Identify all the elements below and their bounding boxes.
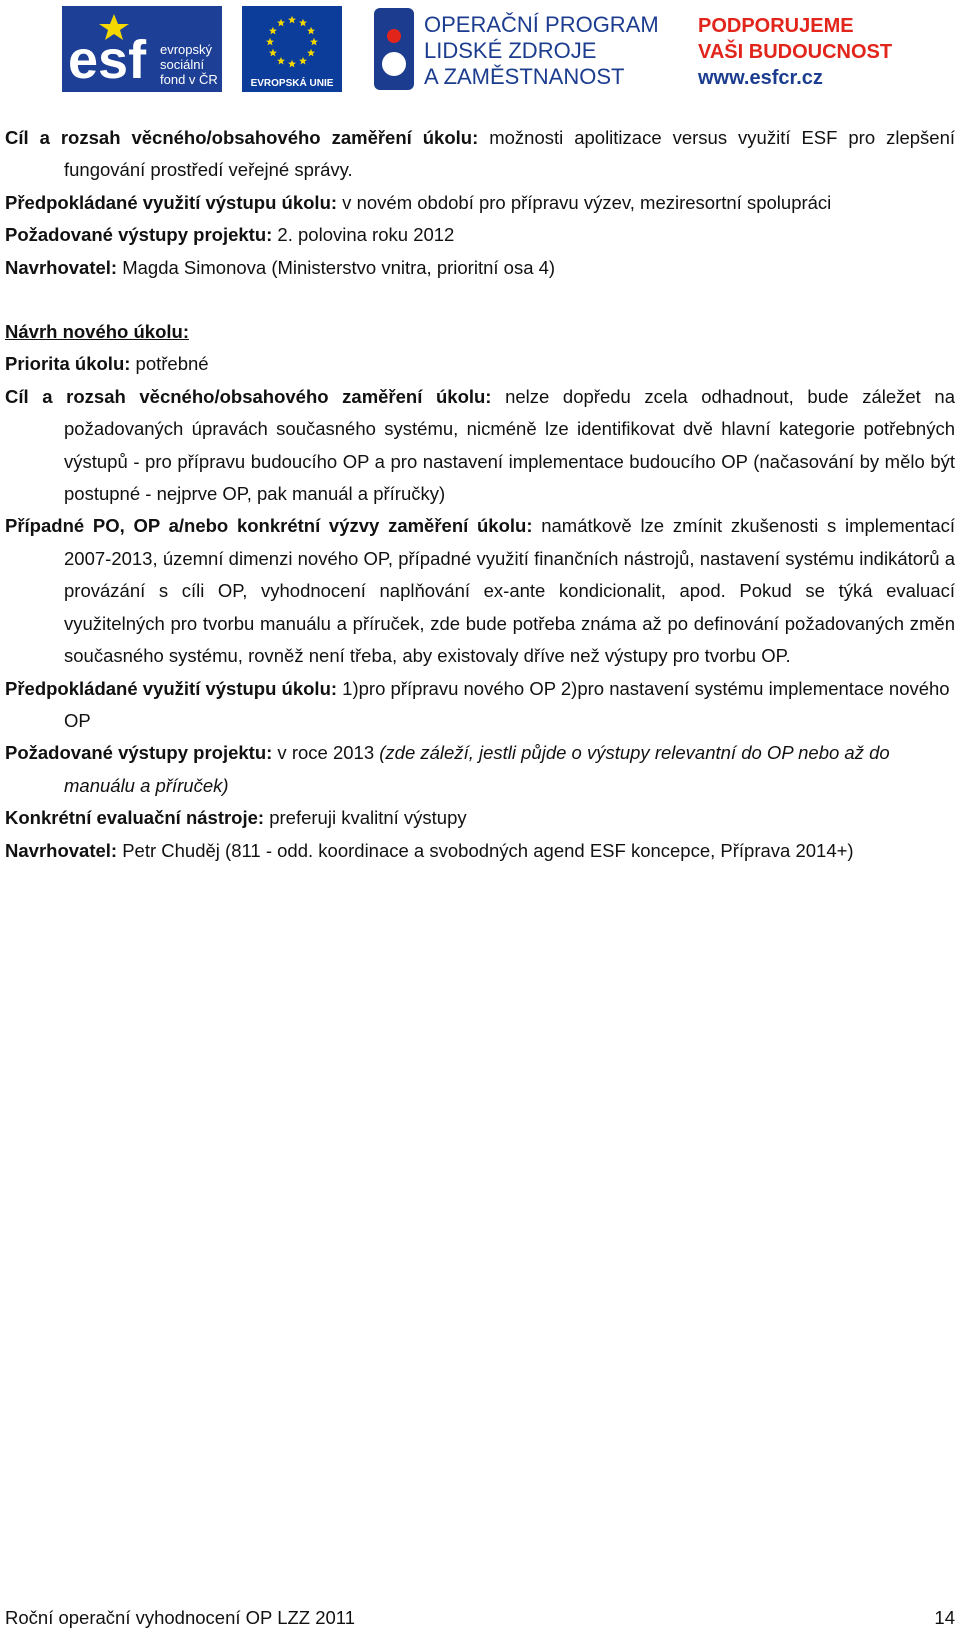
block1-navrhovatel bbox=[5, 252, 955, 284]
new-task-heading: Návrh nového úkolu: bbox=[5, 321, 189, 343]
esf-text-line-1: evropský bbox=[160, 42, 213, 57]
support-url: www.esfcr.cz bbox=[698, 67, 823, 89]
block1-vystupy-text: 2. polovina roku 2012 bbox=[272, 224, 455, 246]
esf-logo bbox=[62, 6, 222, 92]
block2-vystupy bbox=[5, 737, 955, 802]
block2-nastroje bbox=[5, 802, 955, 834]
block2-vystupy-text: v roce 2013 bbox=[272, 742, 380, 764]
op-lzz-logo bbox=[374, 6, 674, 92]
eu-flag-logo bbox=[242, 6, 342, 92]
block2-nastroje-text: preferuji kvalitní výstupy bbox=[264, 807, 467, 829]
block2-cil-label: Cíl a rozsah věcného/obsahového zaměření úkolu: bbox=[5, 385, 492, 407]
op-puzzle-icon bbox=[374, 8, 414, 90]
block1-cil bbox=[5, 122, 955, 187]
block2-priorita-text: potřebné bbox=[130, 353, 209, 375]
op-line-1: OPERAČNÍ PROGRAM bbox=[424, 12, 659, 37]
block2-cil-text: nelze dopředu zcela odhadnout, bude záležet na požadovaných úpravách současného systému, nicméně lze identifikovat dvě hlavní kategorie potřebných výstupů - pro přípravu budoucího OP a pro nastavení implementace budoucího OP (načasování by mělo být postupné - nejprve OP, pak manuál a příručky) bbox=[64, 385, 955, 505]
esf-text-line-2: sociální bbox=[160, 57, 205, 72]
block2-vystupy-note: (zde záleží, jestli půjde o výstupy relevantní do OP nebo až do manuálu a příruček) bbox=[64, 742, 890, 796]
new-task-heading-row bbox=[5, 316, 955, 348]
esf-text-line-3: fond v ČR bbox=[160, 72, 218, 87]
block1-vystupy bbox=[5, 219, 955, 251]
block2-vyuziti-label: Předpokládané využití výstupu úkolu: bbox=[5, 677, 338, 699]
block1-vyuziti bbox=[5, 187, 955, 219]
block1-cil-label: Cíl a rozsah věcného/obsahového zaměření úkolu: bbox=[5, 127, 479, 148]
block2-po-label: Případné PO, OP a/nebo konkrétní výzvy zaměření úkolu: bbox=[5, 515, 533, 537]
block2-vyuziti bbox=[5, 673, 955, 738]
block2-priorita-label: Priorita úkolu: bbox=[5, 353, 131, 375]
block2-navrhovatel-text: Petr Chuděj (811 - odd. koordinace a svobodných agend ESF koncepce, Příprava 2014+) bbox=[117, 839, 854, 861]
block2-priorita bbox=[5, 348, 955, 380]
block1-vyuziti-text: v novém období pro přípravu výzev, meziresortní spolupráci bbox=[337, 191, 832, 213]
section-gap bbox=[5, 284, 955, 316]
support-slogan-logo bbox=[698, 10, 908, 92]
block2-po bbox=[5, 510, 955, 672]
op-line-3: A ZAMĚSTNANOST bbox=[424, 64, 625, 89]
op-line-2: LIDSKÉ ZDROJE bbox=[424, 38, 597, 63]
support-line-2: VAŠI BUDOUCNOST bbox=[698, 41, 893, 63]
block1-vyuziti-label: Předpokládané využití výstupu úkolu: bbox=[5, 191, 338, 213]
block2-po-text: namátkově lze zmínit zkušenosti s implementací 2007-2013, územní dimenzi nového OP, případné využití finančních nástrojů, nastavení systému indikátorů a provázání s cíli OP, vyhodnocení naplňování ex-ante kondicionalit, apod. Pokud se týká evaluací využitelných pro tvorbu manuálu a příruček, zde bude potřeba známa až po definování požadovaných změn současného systému, rovněž není třeba, aby existovaly dříve než výstupy pro tvorbu OP. bbox=[64, 515, 956, 667]
block1-vystupy-label: Požadované výstupy projektu: bbox=[5, 224, 273, 246]
eu-caption: EVROPSKÁ UNIE bbox=[250, 78, 334, 89]
block1-navrhovatel-text: Magda Simonova (Ministerstvo vnitra, prioritní osa 4) bbox=[117, 256, 556, 278]
header-logos bbox=[0, 0, 960, 100]
op-figure-head-icon bbox=[387, 29, 401, 43]
block2-cil bbox=[5, 381, 955, 511]
esf-mark: esf bbox=[68, 30, 147, 90]
support-line-1: PODPORUJEME bbox=[698, 15, 854, 37]
op-figure-icon bbox=[382, 52, 406, 76]
block1-navrhovatel-label: Navrhovatel: bbox=[5, 256, 118, 278]
block2-navrhovatel bbox=[5, 835, 955, 867]
block2-vystupy-label: Požadované výstupy projektu: bbox=[5, 742, 273, 764]
footer-title: Roční operační vyhodnocení OP LZZ 2011 bbox=[5, 1607, 356, 1628]
block1-cil-text: možnosti apolitizace versus využití ESF pro zlepšení fungování prostředí veřejné správy. bbox=[64, 127, 955, 181]
block2-nastroje-label: Konkrétní evaluační nástroje: bbox=[5, 807, 265, 829]
block2-vyuziti-text: 1)pro přípravu nového OP 2)pro nastavení systému implementace nového OP bbox=[64, 677, 950, 731]
document-body bbox=[5, 122, 955, 867]
block2-navrhovatel-label: Navrhovatel: bbox=[5, 839, 118, 861]
page-number: 14 bbox=[934, 1607, 955, 1628]
